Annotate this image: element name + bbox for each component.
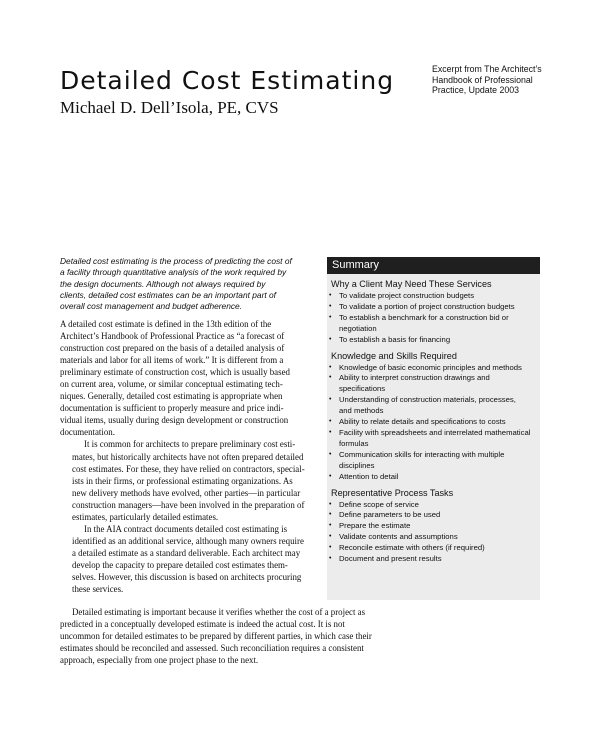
text-line: It is common for architects to prepare preliminary cost esti- bbox=[84, 439, 296, 450]
author-line: Michael D. Dell’Isola, PE, CVS bbox=[60, 98, 279, 117]
bullet-icon: • bbox=[329, 544, 332, 552]
list-item-text: Ability to interpret construction drawings and bbox=[339, 373, 490, 383]
text-line: mates, but historically architects have not often prepared detailed bbox=[72, 451, 304, 462]
list-item-text: Facility with spreadsheets and interrelated mathematical bbox=[339, 427, 531, 437]
list-item bbox=[329, 554, 540, 565]
list-item-text: formulas bbox=[339, 438, 369, 448]
list-item-text: Document and present results bbox=[339, 554, 442, 564]
text-line: these services. bbox=[72, 584, 124, 595]
list-item bbox=[329, 472, 540, 483]
document-title: Detailed Cost Estimating bbox=[60, 66, 395, 95]
list-item-text: To establish a basis for financing bbox=[339, 334, 451, 344]
bullet-icon: • bbox=[329, 335, 332, 343]
intro-line: overall cost management and budget adherence. bbox=[60, 301, 243, 312]
list-item-text: specifications bbox=[339, 384, 386, 394]
bullet-icon: • bbox=[329, 396, 332, 404]
text-line: preliminary estimate of construction cost, which is usually based bbox=[60, 367, 290, 378]
bullet-icon: • bbox=[329, 450, 332, 458]
list-item bbox=[329, 363, 540, 374]
summary-section-title: Why a Client May Need These Services bbox=[331, 279, 492, 289]
text-line: on current area, volume, or similar conceptual estimating tech- bbox=[60, 379, 283, 390]
list-item bbox=[329, 450, 540, 472]
excerpt-line: Handbook of Professional bbox=[432, 74, 533, 85]
list-item bbox=[329, 313, 540, 335]
text-line: vidual items, usually during design development or construction bbox=[60, 415, 289, 426]
list-item-text: Communication skills for interacting with multiple bbox=[339, 449, 505, 459]
bullet-icon: • bbox=[329, 313, 332, 321]
bullet-icon: • bbox=[329, 555, 332, 563]
text-line: documentation. bbox=[60, 427, 115, 438]
list-item-text: Prepare the estimate bbox=[339, 521, 411, 531]
list-item-text: Validate contents and assumptions bbox=[339, 532, 458, 542]
text-line: cost estimates. For these, they have relied on contractors, special- bbox=[72, 463, 305, 474]
intro-line: a facility through quantitative analysis of the work required by bbox=[60, 267, 287, 278]
text-line: a detailed estimate as a standard deliverable. Each architect may bbox=[72, 547, 301, 558]
body-wide bbox=[60, 606, 480, 666]
bullet-icon: • bbox=[329, 428, 332, 436]
summary-box bbox=[327, 257, 540, 600]
text-line: new delivery methods have evolved, other parties—in particular bbox=[72, 487, 301, 498]
text-line: selves. However, this discussion is based on architects procuring bbox=[72, 571, 302, 582]
summary-section-title: Representative Process Tasks bbox=[331, 487, 454, 498]
summary-section-title: Knowledge and Skills Required bbox=[331, 350, 457, 361]
bullet-icon: • bbox=[329, 292, 332, 299]
text-line: niques. Generally, detailed cost estimating is appropriate when bbox=[60, 391, 283, 402]
bullet-icon: • bbox=[329, 374, 332, 382]
text-line: estimates, particularly detailed estimates. bbox=[72, 511, 219, 522]
intro-line: the design documents. Although not always required by bbox=[60, 278, 266, 289]
text-line: uncommon for detailed estimates to be prepared by different parties, in which case their bbox=[60, 631, 372, 642]
summary-sections bbox=[327, 279, 540, 565]
list-item-text: and methods bbox=[339, 406, 384, 416]
list-item-text: Understanding of construction materials, processes, bbox=[339, 395, 516, 405]
list-item bbox=[329, 373, 540, 395]
text-line: predicted in a conceptually developed estimate is indeed the actual cost. It is not bbox=[60, 619, 345, 630]
list-item bbox=[329, 335, 540, 346]
bullet-icon: • bbox=[329, 533, 332, 541]
bullet-icon: • bbox=[329, 511, 332, 519]
list-item-text: To establish a benchmark for a construction bid or bbox=[339, 312, 509, 322]
list-item bbox=[329, 395, 540, 417]
paragraph-4 bbox=[60, 606, 480, 666]
text-line: A detailed cost estimate is defined in the 13th edition of the bbox=[60, 319, 272, 329]
body-column bbox=[60, 318, 318, 595]
text-line: approach, especially from one project phase to the next. bbox=[60, 655, 259, 666]
list-item bbox=[329, 500, 540, 511]
paragraph-1 bbox=[60, 318, 318, 438]
list-item bbox=[329, 291, 540, 302]
list-item-text: disciplines bbox=[339, 460, 375, 470]
list-item-text: Define parameters to be used bbox=[339, 510, 441, 520]
intro-paragraph bbox=[60, 256, 318, 312]
intro-line: Detailed cost estimating is the process of predicting the cost of bbox=[60, 256, 292, 266]
paragraph-3 bbox=[60, 523, 318, 595]
list-item-text: negotiation bbox=[339, 323, 377, 333]
list-item bbox=[329, 510, 540, 521]
summary-list bbox=[327, 500, 540, 565]
bullet-icon: • bbox=[329, 418, 332, 426]
list-item-text: To validate a portion of project construction budgets bbox=[339, 301, 515, 311]
text-line: Detailed estimating is important because it verifies whether the cost of a project as bbox=[72, 607, 366, 617]
excerpt-line: Excerpt from The Architect’s bbox=[432, 64, 542, 74]
list-item bbox=[329, 543, 540, 554]
list-item-text: Attention to detail bbox=[339, 471, 399, 481]
excerpt-line: Practice, Update 2003 bbox=[432, 85, 520, 95]
bullet-icon: • bbox=[329, 363, 332, 371]
text-line: Architect’s Handbook of Professional Practice as “a forecast of bbox=[60, 331, 285, 342]
list-item bbox=[329, 532, 540, 543]
summary-list bbox=[327, 291, 540, 346]
text-line: In the AIA contract documents detailed cost estimating is bbox=[84, 523, 288, 534]
summary-list bbox=[327, 363, 540, 483]
text-line: estimates should be reconciled and assessed. Such reconciliation requires a consistent bbox=[60, 643, 364, 654]
list-item-text: Ability to relate details and specifications to costs bbox=[339, 417, 506, 427]
summary-heading: Summary bbox=[327, 257, 540, 274]
bullet-icon: • bbox=[329, 302, 332, 310]
text-line: construction managers—have been involved in the preparation of bbox=[72, 499, 305, 510]
text-line: develop the capacity to prepare detailed cost estimates them- bbox=[72, 559, 288, 570]
bullet-icon: • bbox=[329, 500, 332, 508]
list-item-text: Define scope of service bbox=[339, 499, 419, 509]
list-item bbox=[329, 302, 540, 313]
text-line: construction cost prepared on the basis of a detailed analysis of bbox=[60, 343, 285, 354]
text-line: materials and labor for all items of work.” It is different from a bbox=[60, 355, 284, 366]
text-line: ists in their firms, or professional estimating organizations. As bbox=[72, 475, 293, 486]
list-item bbox=[329, 417, 540, 428]
bullet-icon: • bbox=[329, 472, 332, 480]
list-item-text: Knowledge of basic economic principles and methods bbox=[339, 362, 522, 372]
text-line: identified as an additional service, although many owners require bbox=[72, 535, 304, 546]
excerpt-note bbox=[432, 64, 552, 96]
bullet-icon: • bbox=[329, 522, 332, 530]
text-line: documentation is sufficient to properly measure and price indi- bbox=[60, 403, 284, 414]
paragraph-2 bbox=[60, 438, 318, 522]
intro-line: clients, detailed cost estimates can be an important part of bbox=[60, 289, 277, 300]
list-item bbox=[329, 521, 540, 532]
list-item-text: To validate project construction budgets bbox=[339, 291, 475, 300]
list-item-text: Reconcile estimate with others (if required) bbox=[339, 543, 485, 553]
list-item bbox=[329, 428, 540, 450]
